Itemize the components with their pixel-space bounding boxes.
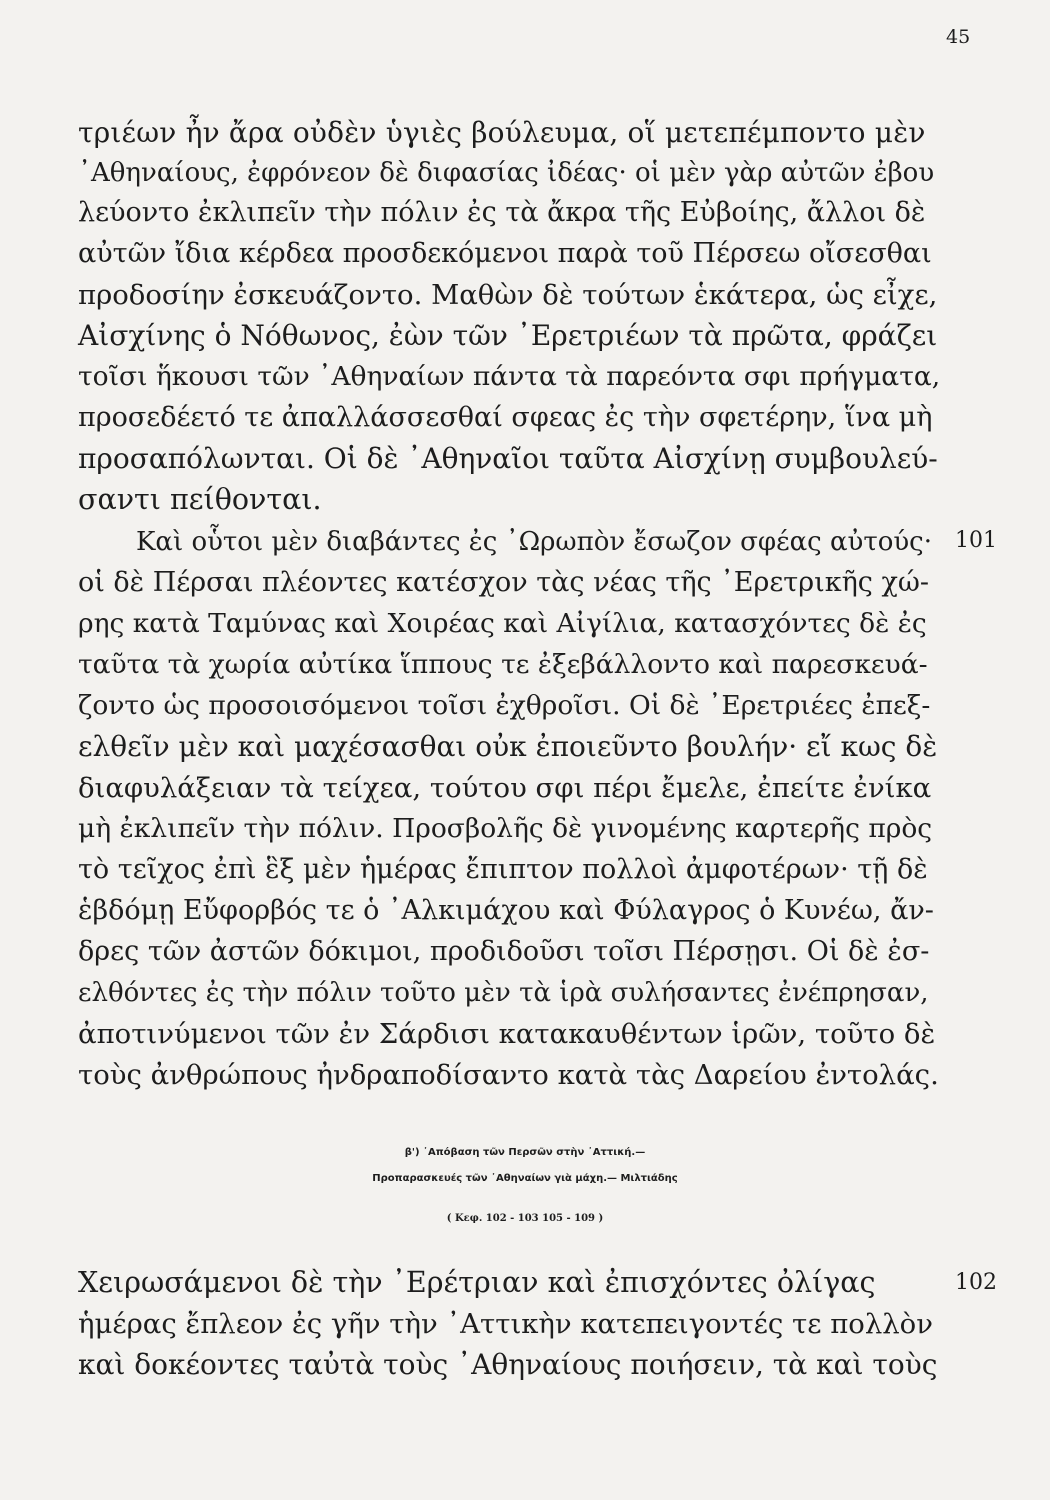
- text-line: ελθόντες ἐς τὴν πόλιν τοῦτο μὲν τὰ ἱρὰ συλήσαντες ἐνέπρησαν,: [78, 978, 929, 1008]
- section-heading-line-2: Προπαρασκευές τῶν ᾿Αθηναίων γιὰ μάχη.— Μιλτιάδης: [372, 1173, 678, 1184]
- text-line: μὴ ἐκλιπεῖν τὴν πόλιν. Προσβολῆς δὲ γινομένης καρτερῆς πρὸς: [78, 813, 933, 844]
- text-line: ελθεῖν μὲν καὶ μαχέσασθαι οὐκ ἐποιεῦντο βουλήν· εἴ κως δὲ: [78, 730, 938, 763]
- text-line: ταῦτα τὰ χωρία αὐτίκα ἵππους τε ἐξεβάλλοντο καὶ παρεσκευά-: [78, 649, 928, 680]
- text-line: καὶ δοκέοντες ταὐτὰ τοὺς ᾿Αθηναίους ποιήσειν, τὰ καὶ τοὺς: [78, 1348, 938, 1381]
- text-line: οἱ δὲ Πέρσαι πλέοντες κατέσχον τὰς νέας τῆς ᾿Ερετρικῆς χώ-: [78, 567, 929, 598]
- text-line: προσαπόλωνται. Οἱ δὲ ᾿Αθηναῖοι ταῦτα Αἰσχίνῃ συμβουλεύ-: [78, 442, 938, 475]
- text-line: αὐτῶν ἴδια κέρδεα προσδεκόμενοι παρὰ τοῦ Πέρσεω οἴσεσθαι: [78, 238, 932, 269]
- text-line: ἀποτινύμενοι τῶν ἐν Σάρδισι κατακαυθέντων ἱρῶν, τοῦτο δὲ: [78, 1018, 936, 1050]
- page-number: 45: [946, 26, 971, 48]
- text-line: τοῖσι ἥκουσι τῶν ᾿Αθηναίων πάντα τὰ παρεόντα σφι πρήγματα,: [78, 361, 941, 392]
- text-line: δρες τῶν ἀστῶν δόκιμοι, προδιδοῦσι τοῖσι Πέρσῃσι. Οἱ δὲ ἐσ-: [78, 936, 930, 967]
- text-line: προσεδέετό τε ἀπαλλάσσεσθαί σφεας ἐς τὴν σφετέρην, ἵνα μὴ: [78, 402, 933, 433]
- text-line: Καὶ οὗτοι μὲν διαβάντες ἐς ᾿Ωρωπὸν ἔσωζον σφέας αὐτούς·: [136, 527, 932, 557]
- margin-chapter-number: 101: [955, 528, 997, 553]
- text-line: σαντι πείθονται.: [78, 483, 322, 516]
- text-line: διαφυλάξειαν τὰ τείχεα, τούτου σφι πέρι ἔμελε, ἐπείτε ἐνίκα: [78, 772, 932, 804]
- text-line: ἡμέρας ἔπλεον ἐς γῆν τὴν ᾿Αττικὴν κατεπειγοντές τε πολλὸν: [78, 1308, 933, 1340]
- margin-chapter-number: 102: [955, 1270, 997, 1295]
- text-line: προδοσίην ἐσκευάζοντο. Μαθὼν δὲ τούτων ἑκάτερα, ὡς εἶχε,: [78, 279, 938, 311]
- chapter-reference: ( Κεφ. 102 - 103 105 - 109 ): [446, 1213, 604, 1224]
- text-line: τριέων ἦν ἄρα οὐδὲν ὑγιὲς βούλευμα, οἵ μετεπέμποντο μὲν: [78, 116, 926, 149]
- text-line: Χειρωσάμενοι δὲ τὴν ᾿Ερέτριαν καὶ ἐπισχόντες ὀλίγας: [78, 1266, 876, 1299]
- text-line: ρης κατὰ Ταμύνας καὶ Χοιρέας καὶ Αἰγίλια, κατασχόντες δὲ ἐς: [78, 608, 927, 639]
- text-line: ᾿Αθηναίους, ἐφρόνεον δὲ διφασίας ἰδέας· οἱ μὲν γὰρ αὐτῶν ἐβου: [78, 158, 935, 188]
- section-heading-line-1: β') ᾿Απόβαση τῶν Περσῶν στὴν ᾿Αττική.—: [404, 1147, 646, 1158]
- text-line: τοὺς ἀνθρώπους ἠνδραποδίσαντο κατὰ τὰς Δαρείου ἐντολάς.: [78, 1059, 939, 1091]
- text-line: ἑβδόμῃ Εὔφορβός τε ὁ ᾿Αλκιμάχου καὶ Φύλαγρος ὁ Κυνέω, ἄν-: [78, 895, 934, 926]
- text-line: τὸ τεῖχος ἐπὶ ἓξ μὲν ἡμέρας ἔπιπτον πολλοὶ ἀμφοτέρων· τῇ δὲ: [78, 854, 928, 885]
- text-line: ζοντο ὡς προσοισόμενοι τοῖσι ἐχθροῖσι. Οἱ δὲ ᾿Ερετριέες ἐπεξ-: [78, 690, 931, 721]
- text-line: Αἰσχίνης ὁ Νόθωνος, ἐὼν τῶν ᾿Ερετριέων τὰ πρῶτα, φράζει: [78, 319, 938, 352]
- text-line: λεύοντο ἐκλιπεῖν τὴν πόλιν ἐς τὰ ἄκρα τῆς Εὐβοίης, ἄλλοι δὲ: [78, 197, 926, 228]
